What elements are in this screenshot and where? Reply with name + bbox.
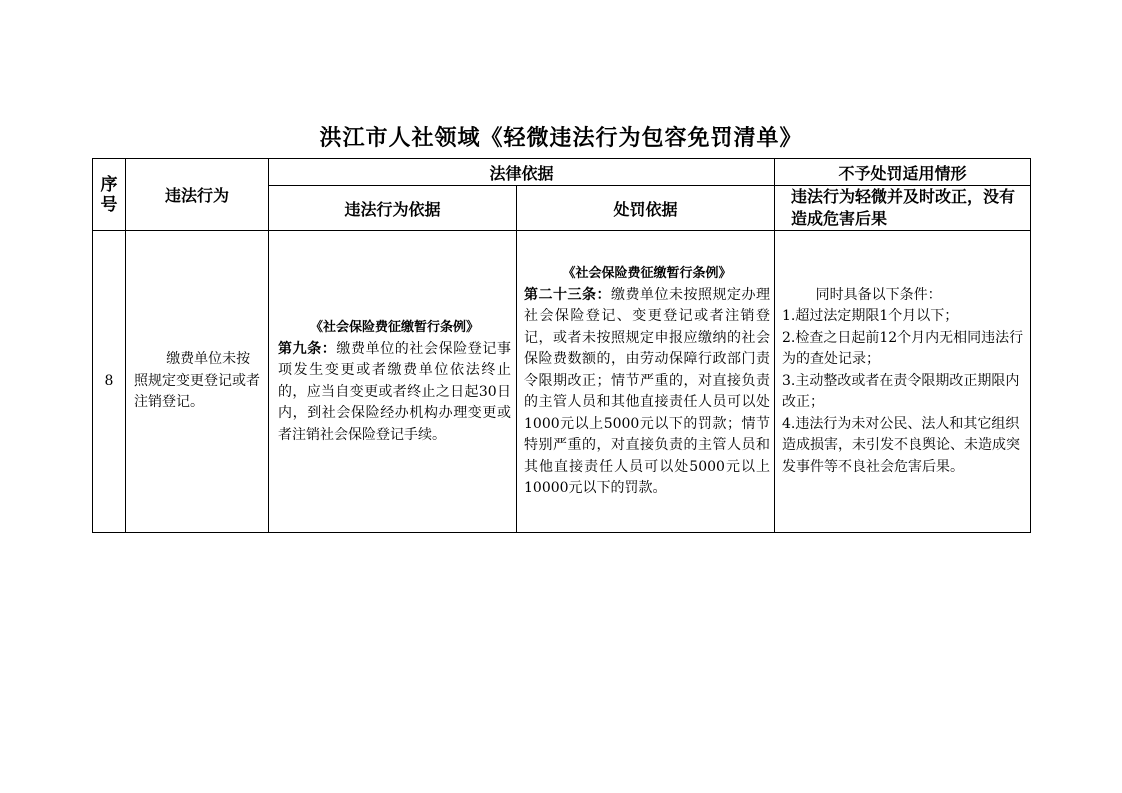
no-penalty-header: 不予处罚适用情形 — [775, 159, 1031, 186]
condition-item: 3.主动整改或者在责令限期改正期限内改正； — [782, 372, 1020, 411]
behavior-header: 违法行为 — [126, 159, 269, 231]
violation-article-number: 第九条： — [278, 340, 337, 357]
penalty-article-number: 第二十三条： — [524, 286, 612, 303]
violation-article-text: 缴费单位的社会保险登记事项发生变更或者缴费单位依法终止的，应当自变更或者终止之日起30日内，到社会保险经办机构办理变更或者注销社会保险登记手续。 — [278, 340, 512, 443]
violation-basis-header: 违法行为依据 — [269, 186, 517, 231]
table-row — [93, 231, 1031, 533]
penalty-basis-header: 处罚依据 — [517, 186, 775, 231]
legal-basis-header: 法律依据 — [269, 159, 775, 186]
row-behavior: 缴费单位未按照规定变更登记或者注销登记。 — [126, 231, 269, 533]
no-penalty-subheader: 违法行为轻微并及时改正，没有造成危害后果 — [775, 186, 1031, 231]
row-penalty-basis — [517, 231, 775, 533]
penalty-law-name: 《社会保险费征缴暂行条例》 — [562, 266, 732, 282]
penalty-exemption-table — [92, 158, 1031, 533]
row-conditions — [775, 231, 1031, 533]
header-row-1 — [93, 159, 1031, 186]
seq-header: 序号 — [93, 159, 126, 231]
penalty-article-text: 缴费单位未按照规定办理社会保险登记、变更登记或者注销登记，或者未按照规定申报应缴纳的社会保险费数额的，由劳动保障行政部门责令限期改正；情节严重的，对直接负责的主管人员和其他直接责任人员可以处1000元以上5000元以下的罚款；情节特别严重的，对直接负责的主管人员和其他直接责任人员可以处5000元以上10000元以下的罚款。 — [524, 286, 771, 497]
row-seq: 8 — [93, 231, 126, 533]
conditions-intro: 同时具备以下条件： — [815, 286, 942, 303]
row-violation-basis — [269, 231, 517, 533]
condition-item: 4.违法行为未对公民、法人和其它组织造成损害，未引发不良舆论、未造成突发事件等不良社会危害后果。 — [782, 415, 1021, 475]
violation-law-name: 《社会保险费征缴暂行条例》 — [309, 320, 479, 335]
condition-item: 1.超过法定期限1个月以下； — [782, 308, 959, 325]
condition-item: 2.检查之日起前12个月内无相同违法行为的查处记录； — [782, 329, 1024, 368]
page-title: 洪江市人社领域《轻微违法行为包容免罚清单》 — [319, 126, 803, 151]
